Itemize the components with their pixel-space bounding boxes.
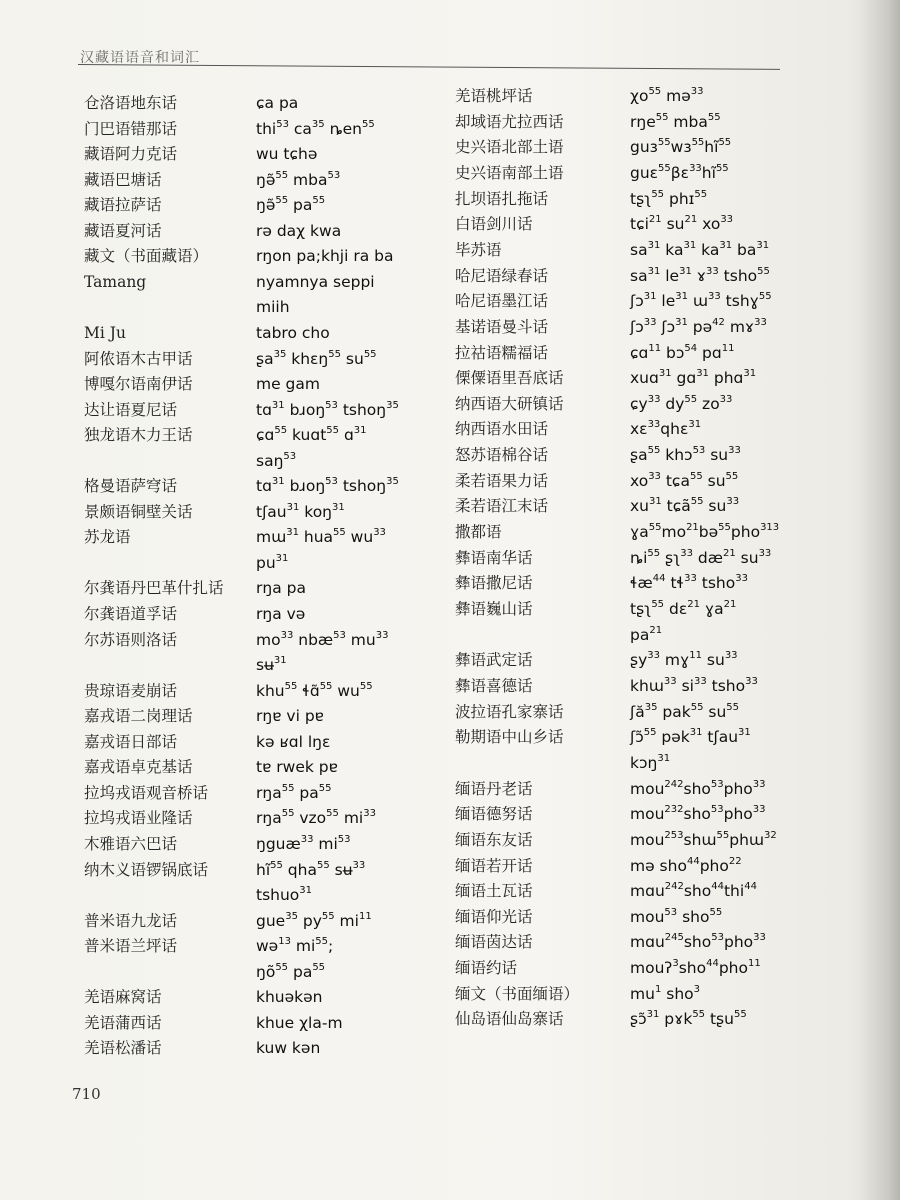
entry-language-label: 景颇语铜壁关话 bbox=[84, 502, 193, 521]
entry-language-label: 彝语武定话 bbox=[455, 651, 533, 670]
entry-language-label: Mi Ju bbox=[84, 323, 126, 342]
entry-language-label: 藏语夏河话 bbox=[84, 221, 162, 240]
entry-phonetic-form: $xu^{31}$ tɕã$^{55}$ $su^{33}$ bbox=[630, 496, 740, 516]
entry-phonetic-form: $pu^{31}$ bbox=[256, 552, 289, 572]
entry-language-label: 却域语尤拉西话 bbox=[455, 112, 564, 131]
entry-phonetic-form: ɕa pa bbox=[256, 94, 299, 112]
entry-phonetic-form: kɔŋ$^{31}$ bbox=[630, 752, 671, 772]
entry-language-label: 贵琼语麦崩话 bbox=[84, 681, 178, 700]
entry-phonetic-form: $ŋõ^{55}$ $pa^{55}$ bbox=[256, 961, 326, 981]
entry-language-label: 独龙语木力王话 bbox=[84, 426, 193, 445]
entry-phonetic-form: ʃɔ̃$^{55}$ pək$^{31}$ tʃau$^{31}$ bbox=[630, 727, 751, 747]
entry-language-label: 纳木义语锣锅底话 bbox=[84, 860, 209, 879]
entry-phonetic-form: mouʔ$^3$sho$^{44}$pho$^{11}$ bbox=[630, 958, 761, 978]
entry-phonetic-form: $xo^{33}$ tɕa$^{55}$ $su^{55}$ bbox=[630, 470, 739, 490]
entry-language-label: 普米语九龙话 bbox=[84, 911, 178, 930]
entry-phonetic-form: ʂa$^{35}$ khɛŋ$^{55}$ $su^{55}$ bbox=[256, 348, 377, 368]
entry-phonetic-form: rə daχ kwa bbox=[256, 221, 342, 240]
entry-language-label: 缅语土瓦话 bbox=[455, 882, 533, 901]
entry-language-label: 尔龚语丹巴革什扎话 bbox=[84, 579, 224, 598]
entry-language-label: 哈尼语墨江话 bbox=[455, 292, 549, 311]
entry-language-label: 缅语德努话 bbox=[455, 805, 533, 824]
entry-phonetic-form: miih bbox=[256, 298, 290, 317]
entry-phonetic-form: $sa^{31}$ $ka^{31}$ $ka^{31}$ $ba^{31}$ bbox=[630, 239, 770, 259]
entry-language-label: 彝语喜德话 bbox=[455, 676, 533, 695]
entry-language-label: 嘉戎语二岗理话 bbox=[84, 707, 193, 726]
entry-language-label: 白语剑川话 bbox=[455, 215, 533, 234]
entry-language-label: 扎坝语扎拖话 bbox=[455, 189, 549, 208]
entry-phonetic-form: tʃau$^{31}$ koŋ$^{31}$ bbox=[256, 501, 345, 521]
entry-phonetic-form: rŋon pa;khji ra ba bbox=[256, 247, 394, 266]
entry-phonetic-form: mou$^{53}$ sho$^{55}$ bbox=[630, 906, 723, 926]
entry-phonetic-form: xɛ$^{33}$qhɛ$^{31}$ bbox=[630, 419, 702, 439]
entry-phonetic-form: ɬæ$^{44}$ tɬ$^{33}$ tsho$^{33}$ bbox=[630, 573, 748, 593]
entry-language-label: 波拉语孔家寨话 bbox=[455, 702, 564, 721]
entry-phonetic-form: wu tɕhə bbox=[256, 145, 318, 164]
entry-language-label: 彝语南华话 bbox=[455, 548, 533, 567]
entry-language-label: 拉坞戎语观音桥话 bbox=[84, 783, 209, 802]
entry-language-label: 藏文（书面藏语） bbox=[84, 247, 209, 266]
entry-phonetic-form: ŋə̃$^{55}$ $pa^{55}$ bbox=[256, 195, 326, 215]
entry-language-label: 羌语麻窝话 bbox=[84, 988, 162, 1007]
entry-language-label: 缅语若开话 bbox=[455, 856, 533, 875]
entry-phonetic-form: mɯ$^{31}$ hua$^{55}$ $wu^{33}$ bbox=[256, 527, 386, 547]
entry-language-label: 缅语约话 bbox=[455, 959, 518, 978]
entry-phonetic-form: saŋ$^{53}$ bbox=[256, 450, 297, 470]
entry-language-label: 彝语撒尼话 bbox=[455, 574, 533, 593]
entry-phonetic-form: ɕy$^{33}$ $dy^{55}$ $zo^{33}$ bbox=[630, 393, 733, 413]
entry-phonetic-form: me gam bbox=[256, 375, 320, 394]
entry-language-label: Tamang bbox=[84, 272, 147, 291]
entry-phonetic-form: thi$^{53}$ $ca^{35}$ ȵen$^{55}$ bbox=[256, 118, 375, 138]
entry-language-label: 羌语桃坪话 bbox=[455, 87, 533, 105]
entry-language-label: 羌语蒲西话 bbox=[84, 1013, 162, 1032]
entry-phonetic-form: ʃɔ$^{31}$ $le^{31}$ ɯ$^{33}$ tshɣ$^{55}$ bbox=[630, 291, 772, 311]
entry-language-label: 阿侬语木古甲话 bbox=[84, 349, 193, 368]
entry-language-label: 缅语丹老话 bbox=[455, 779, 533, 798]
entry-phonetic-form: tɑ$^{31}$ bɹoŋ$^{53}$ tshoŋ$^{35}$ bbox=[256, 476, 399, 496]
entry-phonetic-form: $hĩ^{55}$ qha$^{55}$ sʉ$^{33}$ bbox=[256, 859, 366, 879]
page-number: 710 bbox=[72, 1085, 101, 1103]
entry-language-label: 嘉戎语卓克基话 bbox=[84, 758, 193, 777]
entry-phonetic-form: ŋə̃$^{55}$ mba$^{53}$ bbox=[256, 169, 341, 189]
entry-phonetic-form: $mu^1$ sho$^3$ bbox=[630, 983, 700, 1003]
entry-language-label: 撒都语 bbox=[455, 523, 502, 542]
entry-language-label: 缅语仰光话 bbox=[455, 907, 533, 926]
entry-language-label: 门巴语错那话 bbox=[84, 119, 178, 138]
entry-phonetic-form: mou$^{242}$sho$^{53}$pho$^{33}$ bbox=[630, 778, 766, 798]
entry-phonetic-form: khu$^{55}$ ɬɑ̃$^{55}$ $wu^{55}$ bbox=[256, 680, 373, 700]
entry-phonetic-form: mə sho$^{44}$pho$^{22}$ bbox=[630, 855, 742, 875]
entry-language-label: 博嘎尔语南伊话 bbox=[84, 375, 193, 394]
entry-language-label: 尔苏语则洛话 bbox=[84, 630, 178, 649]
entry-phonetic-form: wə$^{13}$ $mi^{55}$; bbox=[256, 936, 334, 956]
entry-language-label: 尔龚语道孚话 bbox=[84, 605, 178, 623]
entry-phonetic-form: ŋguæ$^{33}$ $mi^{53}$ bbox=[256, 833, 351, 853]
entry-language-label: 缅文（书面缅语） bbox=[455, 984, 580, 1003]
entry-language-label: 纳西语大研镇话 bbox=[455, 394, 564, 413]
entry-language-label: 木雅语六巴话 bbox=[84, 834, 178, 853]
entry-phonetic-form: mou$^{232}$sho$^{53}$pho$^{33}$ bbox=[630, 804, 766, 824]
entry-phonetic-form: ʃă$^{35}$ pak$^{55}$ $su^{55}$ bbox=[630, 701, 739, 721]
entry-phonetic-form: $guɜ^{55}wɜ^{55}hĩ^{55}$ bbox=[630, 137, 732, 157]
entry-language-label: 仙岛语仙岛寨话 bbox=[455, 1010, 564, 1029]
entry-phonetic-form: tʂʅ$^{55}$ phɪ$^{55}$ bbox=[630, 188, 708, 208]
entry-phonetic-form: $ȵi^{55}$ ʂʅ$^{33}$ $dæ^{21}$ $su^{33}$ bbox=[630, 547, 772, 567]
entry-language-label: 藏语拉萨话 bbox=[84, 196, 162, 215]
entry-language-label: 基诺语曼斗话 bbox=[455, 317, 549, 336]
entry-language-label: 纳西语水田话 bbox=[455, 420, 549, 439]
entry-language-label: 藏语巴塘话 bbox=[84, 170, 162, 189]
entry-language-label: 格曼语萨穹话 bbox=[84, 477, 178, 496]
entry-phonetic-form: ʂɔ̃$^{31}$ pɤk$^{55}$ tʂu$^{55}$ bbox=[630, 1009, 747, 1029]
entry-language-label: 史兴语北部土语 bbox=[455, 138, 564, 157]
entry-phonetic-form: ɕɑ$^{11}$ bɔ$^{54}$ pɑ$^{11}$ bbox=[630, 342, 735, 362]
entry-language-label: 史兴语南部土语 bbox=[455, 163, 564, 182]
entry-language-label: 仓洛语地东话 bbox=[84, 94, 178, 112]
entry-language-label: 达让语夏尼话 bbox=[84, 400, 178, 419]
entry-phonetic-form: rŋa$^{55}$ $pa^{55}$ bbox=[256, 782, 332, 802]
entry-phonetic-form: rŋa və bbox=[256, 605, 306, 623]
entry-phonetic-form: xuɑ$^{31}$ gɑ$^{31}$ phɑ$^{31}$ bbox=[630, 368, 757, 388]
entry-language-label: 柔若语江末话 bbox=[455, 497, 549, 516]
running-head: 汉藏语语音和词汇 bbox=[80, 50, 200, 66]
entry-language-label: 缅语东友话 bbox=[455, 830, 533, 849]
entry-language-label: 怒苏语棉谷话 bbox=[455, 446, 549, 465]
entry-phonetic-form: tɐ rwek pɐ bbox=[256, 758, 338, 777]
entry-language-label: 普米语兰坪话 bbox=[84, 937, 178, 956]
entry-phonetic-form: khɯ$^{33}$ $si^{33}$ tsho$^{33}$ bbox=[630, 675, 758, 695]
entry-phonetic-form: $ɣa^{55}mo^{21}bə^{55}pho^{313}$ bbox=[630, 522, 780, 542]
entry-phonetic-form: ɕɑ$^{55}$ kuɑt$^{55}$ ɑ$^{31}$ bbox=[256, 425, 367, 445]
entry-language-label: 藏语阿力克话 bbox=[84, 145, 178, 164]
entry-language-label: 嘉戎语日部话 bbox=[84, 732, 178, 751]
entry-phonetic-form: tʂʅ$^{55}$ dɛ$^{21}$ ɣa$^{21}$ bbox=[630, 599, 737, 618]
entry-phonetic-form: mɑu$^{245}$sho$^{53}$pho$^{33}$ bbox=[630, 932, 766, 952]
entry-phonetic-form: mou$^{253}$shɯ$^{55}$phɯ$^{32}$ bbox=[630, 829, 777, 849]
entry-phonetic-form: ʂy$^{33}$ mɣ$^{11}$ $su^{33}$ bbox=[630, 650, 738, 670]
entry-phonetic-form: tabro cho bbox=[256, 323, 330, 342]
entry-phonetic-form: $sa^{31}$ $le^{31}$ ɤ$^{33}$ tsho$^{55}$ bbox=[630, 265, 770, 285]
entry-language-label: 勒期语中山乡话 bbox=[455, 728, 564, 747]
entry-phonetic-form: khuəkən bbox=[256, 988, 323, 1007]
entry-phonetic-form: $pa^{21}$ bbox=[630, 624, 663, 644]
entry-language-label: 彝语巍山话 bbox=[455, 600, 533, 618]
entry-phonetic-form: tɑ$^{31}$ bɹoŋ$^{53}$ tshoŋ$^{35}$ bbox=[256, 399, 399, 419]
entry-language-label: 苏龙语 bbox=[84, 528, 131, 547]
entry-phonetic-form: $\chi o^{55}$ mə$^{33}$ bbox=[630, 86, 704, 105]
entry-phonetic-form: mɑu$^{242}$sho$^{44}$thi$^{44}$ bbox=[630, 881, 757, 901]
entry-phonetic-form: khue χla-m bbox=[256, 1013, 343, 1032]
entry-language-label: 拉祜语糯福话 bbox=[455, 343, 549, 362]
entry-phonetic-form: gue$^{35}$ $py^{55}$ $mi^{11}$ bbox=[256, 910, 372, 930]
entry-phonetic-form: $guɛ^{55}\beta ɛ^{33}hĩ^{55}$ bbox=[630, 162, 729, 182]
entry-phonetic-form: kuw kən bbox=[256, 1039, 321, 1058]
entry-language-label: 拉坞戎语业隆话 bbox=[84, 809, 193, 828]
entry-phonetic-form: ʃɔ$^{33}$ ʃɔ$^{31}$ pə$^{42}$ mɤ$^{33}$ bbox=[630, 316, 767, 336]
entry-phonetic-form: $mo^{33}$ nbæ$^{53}$ $mu^{33}$ bbox=[256, 629, 389, 649]
entry-phonetic-form: rŋe$^{55}$ mba$^{55}$ bbox=[630, 111, 721, 131]
entry-language-label: 哈尼语绿春话 bbox=[455, 266, 549, 285]
entry-phonetic-form: rŋa pa bbox=[256, 579, 306, 598]
entry-phonetic-form: nyamnya seppi bbox=[256, 272, 375, 291]
entry-phonetic-form: kə ʁɑl lŋɛ bbox=[256, 732, 331, 751]
entry-phonetic-form: sʉ$^{31}$ bbox=[256, 655, 287, 675]
entry-phonetic-form: tshuo$^{31}$ bbox=[256, 885, 313, 905]
entry-language-label: 缅语茵达话 bbox=[455, 933, 533, 952]
entry-phonetic-form: rŋɐ vi pɐ bbox=[256, 707, 324, 726]
entry-phonetic-form: ʂa$^{55}$ khɔ$^{53}$ $su^{33}$ bbox=[630, 445, 741, 465]
entry-language-label: 毕苏语 bbox=[455, 240, 502, 259]
entry-language-label: 羌语松潘话 bbox=[84, 1039, 162, 1058]
entry-phonetic-form: rŋa$^{55}$ vzo$^{55}$ $mi^{33}$ bbox=[256, 808, 376, 828]
entry-phonetic-form: tɕi$^{21}$ $su^{21}$ $xo^{33}$ bbox=[630, 214, 734, 234]
entry-language-label: 柔若语果力话 bbox=[455, 471, 549, 490]
entry-language-label: 傈僳语里吾底话 bbox=[455, 369, 564, 388]
